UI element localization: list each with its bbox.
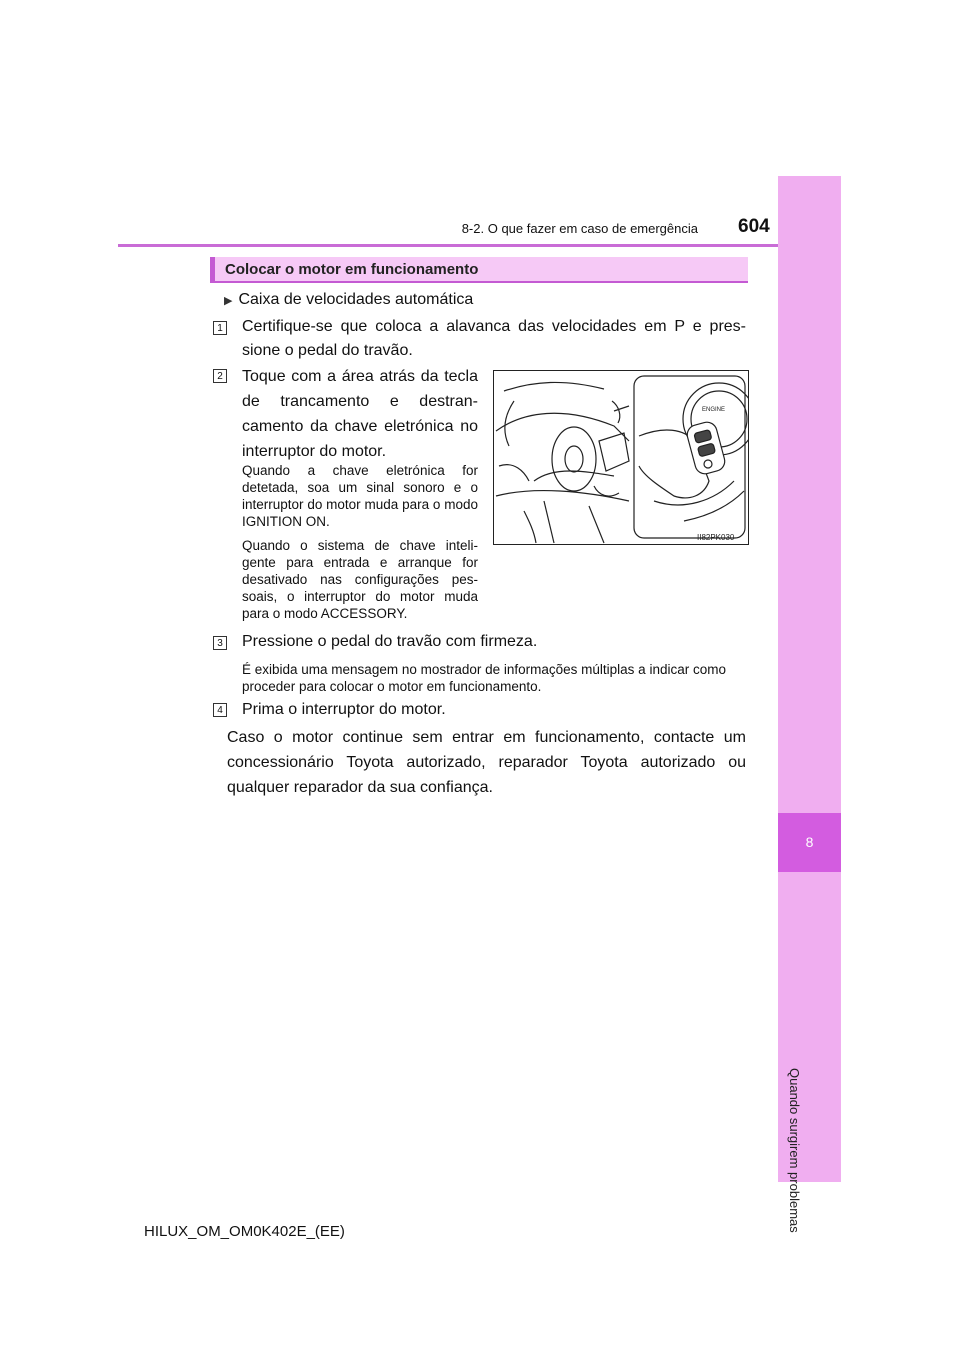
step-number-2: 2: [213, 369, 227, 383]
step-3-note: É exibida uma mensagem no mostrador de informações múltiplas a indicar como proceder para colocar o motor em funcionamento.: [242, 662, 726, 694]
page-number: 604: [738, 216, 770, 237]
chapter-side-tab: [778, 176, 841, 1182]
header-section-title: 8-2. O que fazer em caso de emergência: [461, 221, 698, 236]
illustration-code: II82PK030: [697, 533, 735, 542]
triangle-bullet-icon: ▶: [224, 295, 233, 307]
subheading-text: Caixa de velocidades automática: [238, 291, 474, 308]
chapter-label: Quando surgirem problemas: [787, 1068, 802, 1233]
header-rule: [118, 244, 778, 247]
subheading: [224, 291, 473, 309]
step-1-text: Certifique-se que coloca a alavanca das velocidades em P e pres-sione o pedal do travão.: [242, 318, 746, 359]
step-2-text: Toque com a área atrás da tecla de trancamento e destran-camento da chave eletrónica no interruptor do motor.: [242, 368, 478, 460]
step-3-text: Pressione o pedal do travão com firmeza.: [242, 633, 538, 650]
step-number-1: 1: [213, 321, 227, 335]
step-2-note-2: Quando o sistema de chave inteli-gente para entrada e arranque for desativado nas configurações pes-soais, o interruptor do motor muda para o modo ACCESSORY.: [242, 538, 478, 621]
step-number-4: 4: [213, 703, 227, 717]
step-4-text: Prima o interruptor do motor.: [242, 701, 446, 718]
engine-button-label: ENGINE: [702, 407, 726, 413]
footer-document-code: HILUX_OM_OM0K402E_(EE): [144, 1223, 345, 1240]
closing-paragraph: Caso o motor continue sem entrar em funcionamento, contacte um concessionário Toyota autorizado, reparador Toyota autorizado ou qualquer reparador da sua confiança.: [227, 729, 746, 796]
car-interior-drawing: [494, 371, 748, 544]
step-number-3: 3: [213, 636, 227, 650]
section-title: Colocar o motor em funcionamento: [210, 257, 748, 283]
step-2-note-1: Quando a chave eletrónica for detetada, soa um sinal sonoro e o interruptor do motor muda para o modo IGNITION ON.: [242, 463, 478, 529]
chapter-number: 8: [778, 813, 841, 872]
engine-switch-illustration: [493, 370, 749, 545]
